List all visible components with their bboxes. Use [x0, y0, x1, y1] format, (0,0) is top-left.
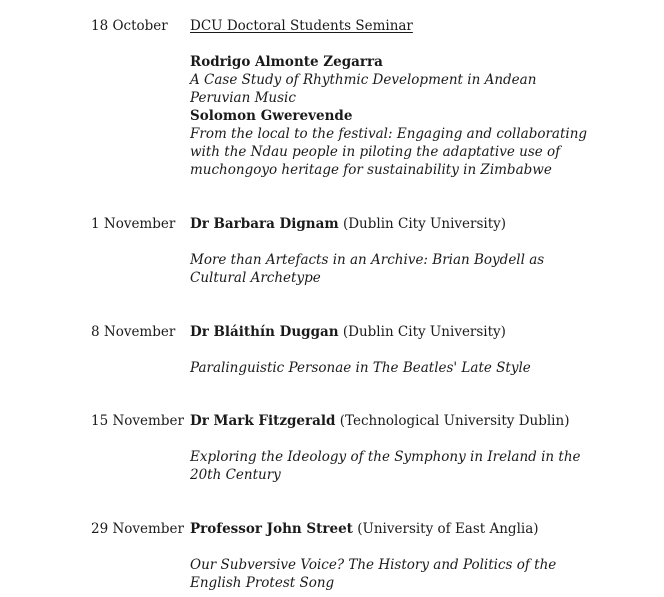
speaker-affiliation: (University of East Anglia) [352, 521, 539, 537]
talk-title: Exploring the Ideology of the Symphony in Ireland in the 20th Century [190, 449, 581, 483]
talk-title: Our Subversive Voice? The History and Politics of the English Protest Song [190, 557, 557, 591]
speaker-name: Dr Bláithín Duggan [190, 324, 339, 340]
talk-title: From the local to the festival: Engaging and collaborating with the Ndau people in piloting the adaptative use of muchongoyo heritage for sustainability in Zimbabwe [190, 126, 588, 178]
entry-date: 15 November [91, 413, 184, 429]
entry-content [190, 412, 590, 484]
entry-content [190, 323, 590, 377]
entry-content [190, 215, 590, 287]
speaker-affiliation: (Dublin City University) [338, 216, 507, 232]
speaker-line [190, 520, 590, 538]
speaker-name: Dr Barbara Dignam [190, 216, 339, 232]
seminar-title: DCU Doctoral Students Seminar [190, 18, 413, 34]
entry-content [190, 17, 590, 179]
entry-date: 29 November [91, 521, 184, 537]
speaker-affiliation: (Technological University Dublin) [335, 413, 570, 429]
entry-date: 18 October [91, 18, 168, 34]
speaker-name: Professor John Street [190, 521, 353, 537]
student-presentation [190, 53, 590, 107]
entry-date: 1 November [91, 216, 176, 232]
speaker-line [190, 412, 590, 430]
entry-content [190, 520, 590, 592]
talk-title: A Case Study of Rhythmic Development in Andean Peruvian Music [190, 72, 537, 106]
talk-title: Paralinguistic Personae in The Beatles' Late Style [190, 360, 531, 376]
speaker-name: Dr Mark Fitzgerald [190, 413, 336, 429]
student-presentation [190, 107, 590, 179]
student-name: Solomon Gwerevende [190, 108, 353, 124]
speaker-affiliation: (Dublin City University) [338, 324, 506, 340]
speaker-line [190, 215, 590, 233]
entry-date: 8 November [91, 324, 176, 340]
speaker-line [190, 323, 590, 341]
student-name: Rodrigo Almonte Zegarra [190, 54, 383, 70]
talk-title: More than Artefacts in an Archive: Brian Boydell as Cultural Archetype [190, 252, 545, 286]
